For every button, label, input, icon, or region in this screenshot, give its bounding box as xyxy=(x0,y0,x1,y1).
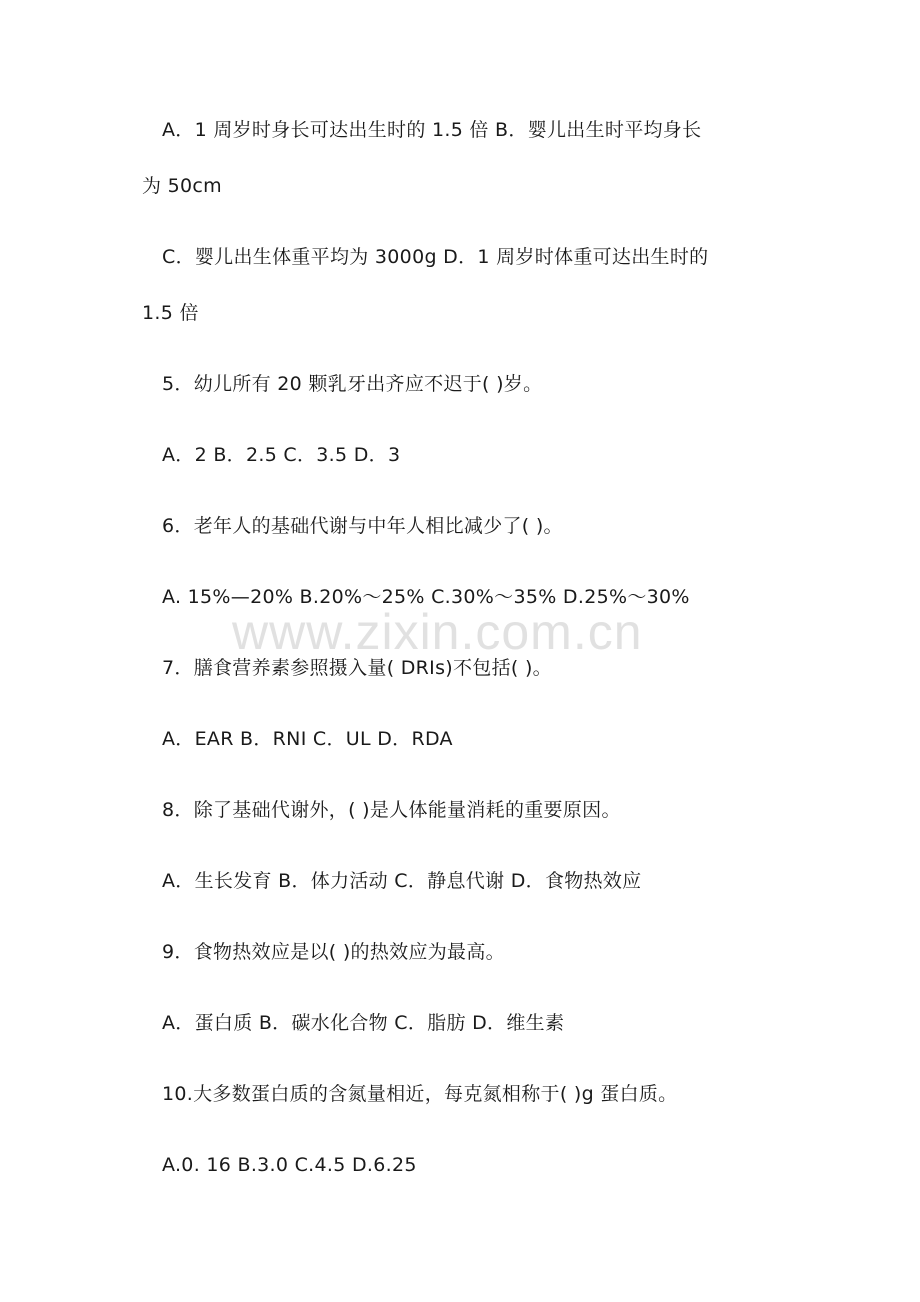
question-8: 8．除了基础代谢外，( )是人体能量消耗的重要原因。 xyxy=(162,799,621,821)
option-line-q4-b-cont: 为 50cm xyxy=(142,175,222,197)
question-5: 5．幼儿所有 20 颗乳牙出齐应不迟于( )岁。 xyxy=(162,373,543,395)
question-6: 6．老年人的基础代谢与中年人相比减少了( )。 xyxy=(162,515,563,537)
options-8: A．生长发育 B．体力活动 C．静息代谢 D．食物热效应 xyxy=(162,870,642,892)
option-line-q4-cd: C．婴儿出生体重平均为 3000g D．1 周岁时体重可达出生时的 xyxy=(162,246,709,268)
options-10: A.0. 16 B.3.0 C.4.5 D.6.25 xyxy=(162,1154,417,1176)
option-line-q4-d-cont: 1.5 倍 xyxy=(142,302,199,324)
question-7: 7．膳食营养素参照摄入量( DRIs)不包括( )。 xyxy=(162,657,552,679)
options-7: A．EAR B．RNI C．UL D．RDA xyxy=(162,728,453,750)
question-9: 9．食物热效应是以( )的热效应为最高。 xyxy=(162,941,505,963)
option-line-q4-ab: A．1 周岁时身长可达出生时的 1.5 倍 B．婴儿出生时平均身长 xyxy=(162,119,702,141)
options-6: A. 15%—20% B.20%～25% C.30%～35% D.25%～30% xyxy=(162,586,690,608)
question-10: 10.大多数蛋白质的含氮量相近，每克氮相称于( )g 蛋白质。 xyxy=(162,1083,678,1105)
watermark: www.zixin.com.cn xyxy=(232,604,643,660)
options-5: A．2 B．2.5 C．3.5 D．3 xyxy=(162,444,401,466)
options-9: A．蛋白质 B．碳水化合物 C．脂肪 D．维生素 xyxy=(162,1012,565,1034)
